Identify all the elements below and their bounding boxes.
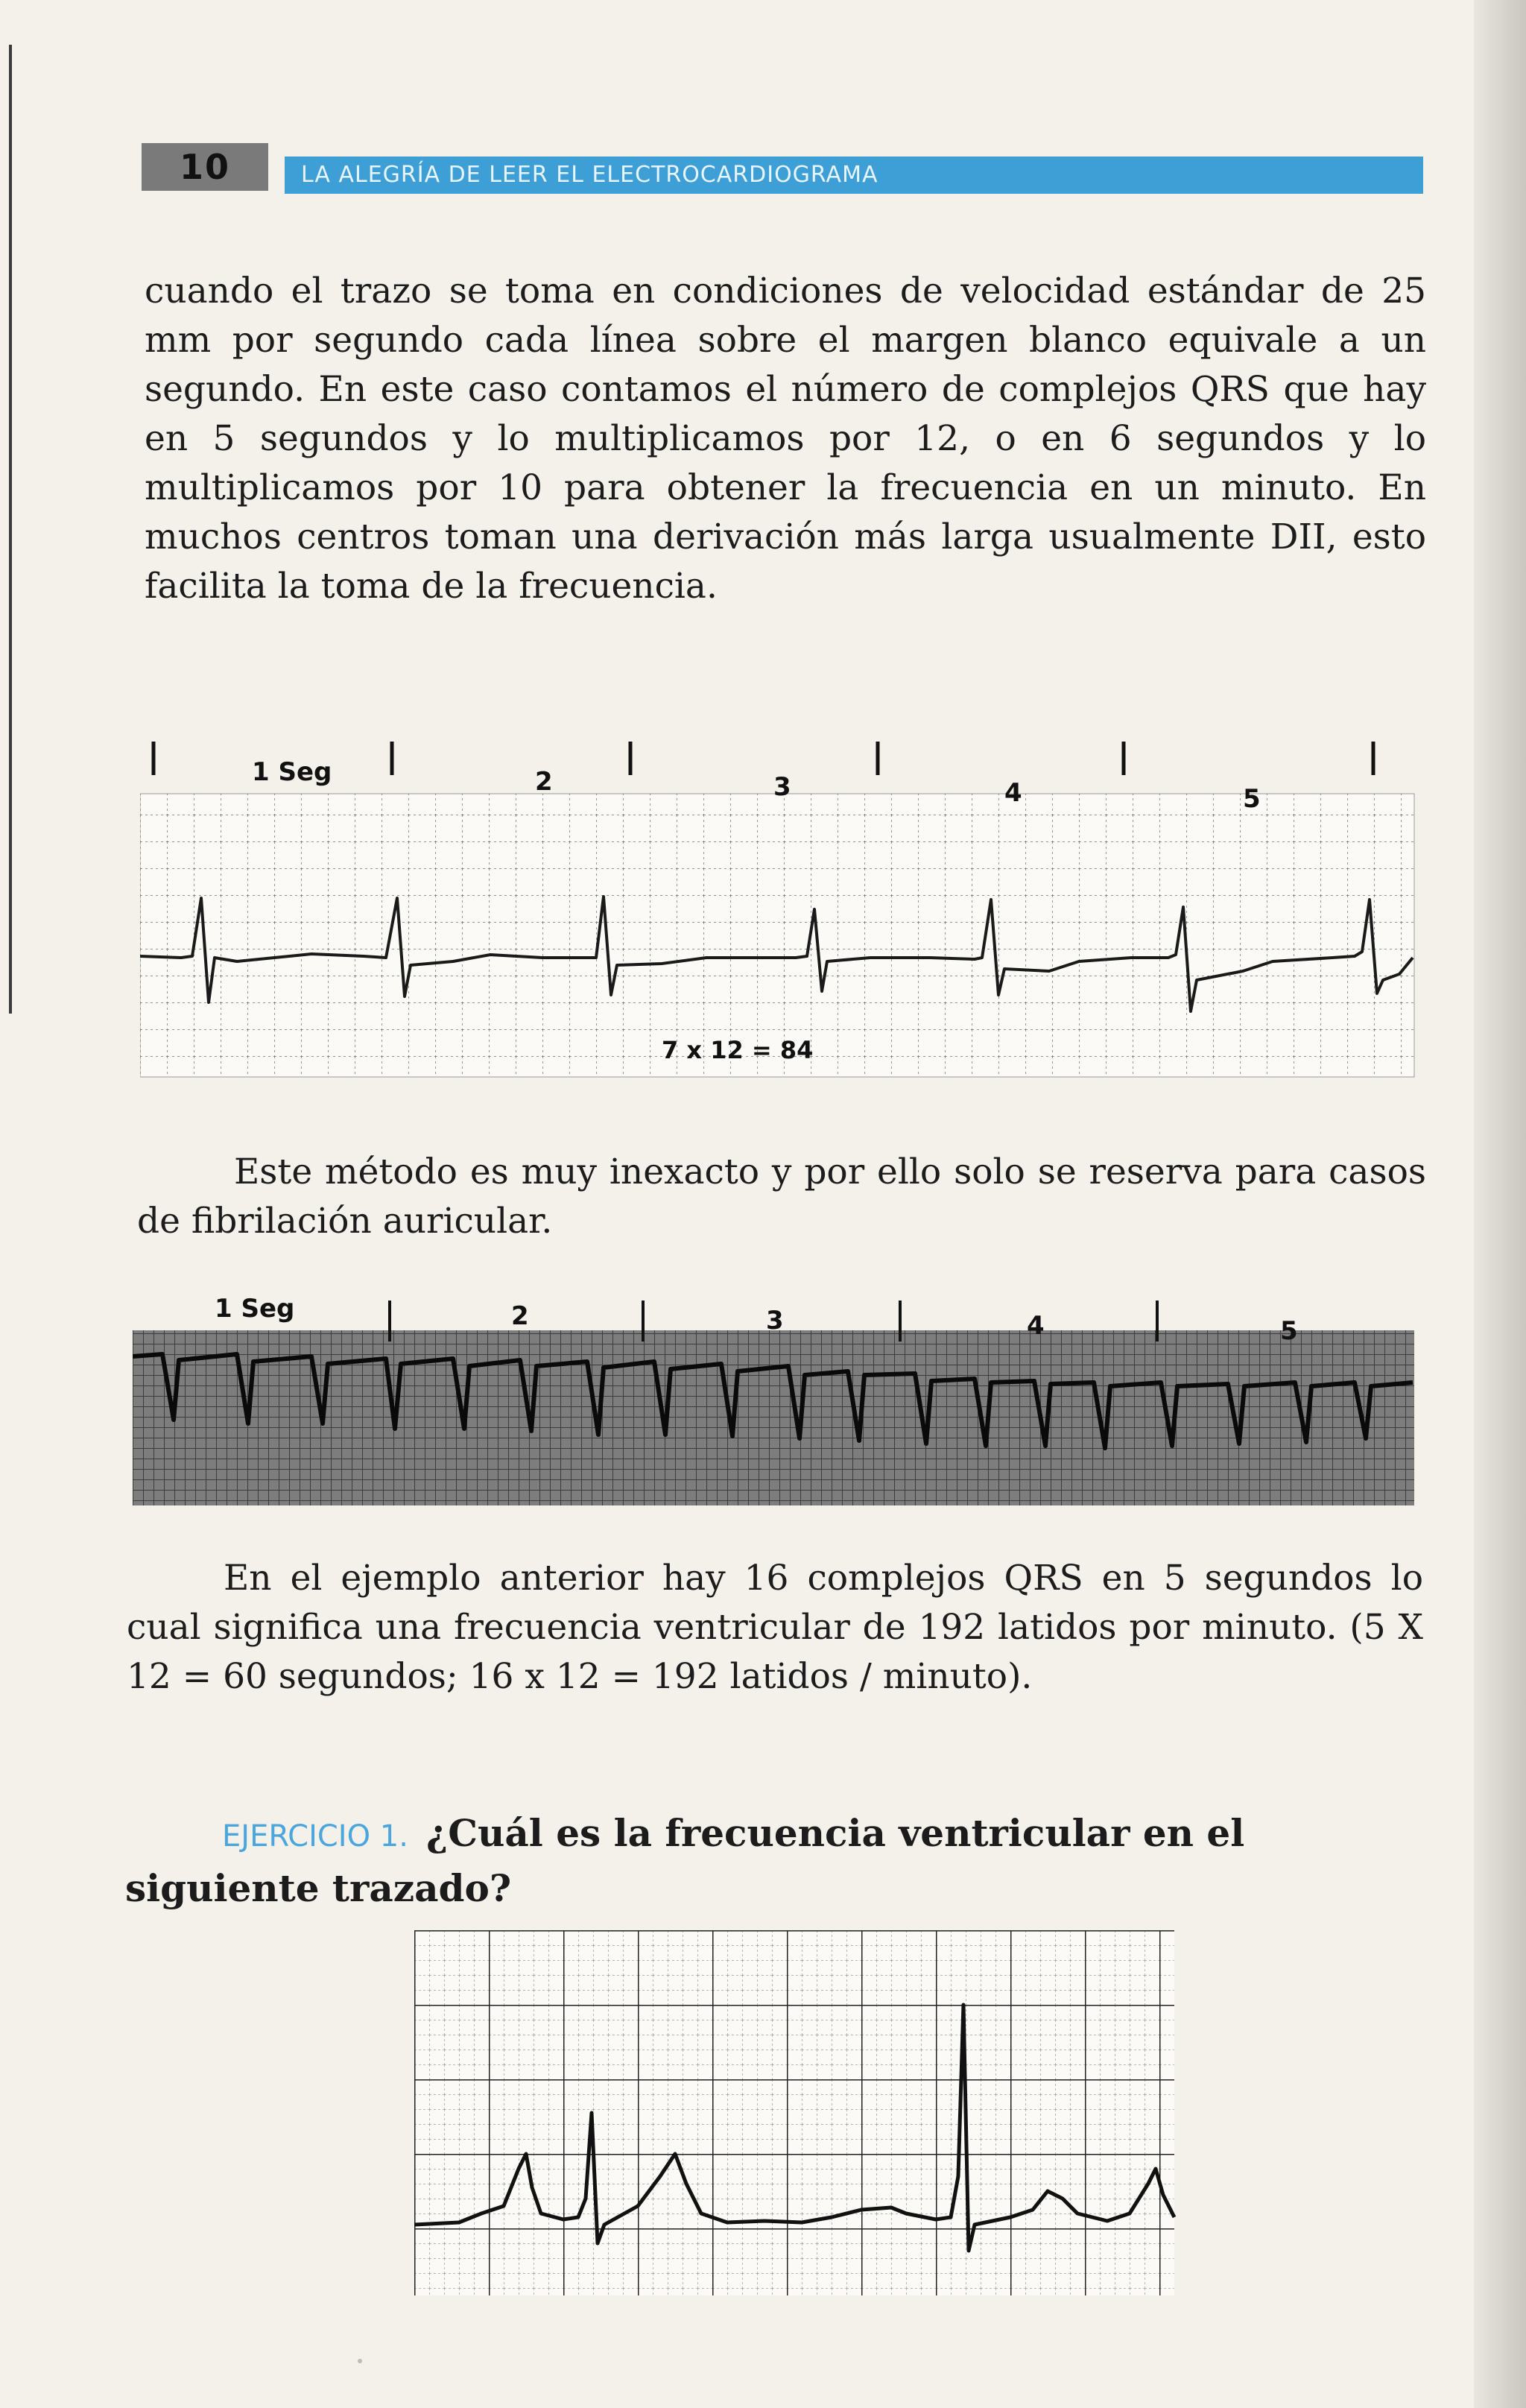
- strip2-second-label-4: 4: [1027, 1311, 1045, 1341]
- paper-speck: [358, 2359, 362, 2363]
- strip1-second-label-1: 1 Seg: [252, 757, 332, 787]
- exercise-question-text: ¿Cuál es la frecuencia ventricular en el siguiente trazado?: [125, 1811, 1245, 1910]
- exercise-question: [125, 1807, 1429, 1915]
- strip2-second-label-1: 1 Seg: [215, 1294, 295, 1324]
- binding-edge-line: [9, 45, 12, 1014]
- ecg-strip-1-figure: [140, 734, 1429, 1099]
- strip1-second-label-2: 2: [535, 767, 553, 797]
- strip2-second-label-2: 2: [511, 1301, 529, 1331]
- strip1-second-label-4: 4: [1004, 778, 1022, 808]
- ecg-strip-2: [133, 1271, 1429, 1524]
- strip2-second-label-5: 5: [1280, 1316, 1298, 1346]
- running-title: LA ALEGRÍA DE LEER EL ELECTROCARDIOGRAMA: [285, 157, 1423, 194]
- strip1-rate-calculation: 7 x 12 = 84: [662, 1036, 814, 1064]
- strip1-second-label-3: 3: [773, 772, 791, 802]
- strip2-second-label-3: 3: [766, 1306, 784, 1336]
- exercise-label: EJERCICIO 1.: [222, 1819, 408, 1854]
- ecg-strip-1: [140, 734, 1429, 1099]
- page-edge-shadow: [1474, 0, 1526, 2408]
- method-note-paragraph: Este método es muy inexacto y por ello solo se reserva para casos de fibrilación auricular.: [137, 1151, 1426, 1242]
- page-number: 10: [142, 143, 268, 191]
- strip1-second-label-5: 5: [1243, 784, 1261, 814]
- ecg-strip-exercise-figure: [414, 1930, 1182, 2303]
- ecg-strip-exercise: [414, 1930, 1182, 2303]
- example-explanation-paragraph: En el ejemplo anterior hay 16 complejos QRS en 5 segundos lo cual significa una frecuencia ventricular de 192 latidos por minuto. (5 X 12 = 60 segundos; 16 x 12 = 192 latidos / minuto).: [127, 1558, 1423, 1697]
- running-header: [142, 143, 1423, 194]
- ecg-strip-2-figure: [133, 1271, 1429, 1524]
- intro-paragraph: cuando el trazo se toma en condiciones de velocidad estándar de 25 mm por segundo cada línea sobre el margen blanco equivale a un segundo. En este caso contamos el número de complejos QRS que hay en 5 segundos y lo multiplicamos por 12, o en 6 segundos y lo multiplicamos por 10 para obtener la frecuencia en un minuto. En muchos centros toman una derivación más larga usualmente DII, esto facilita la toma de la frecuencia.: [145, 271, 1426, 607]
